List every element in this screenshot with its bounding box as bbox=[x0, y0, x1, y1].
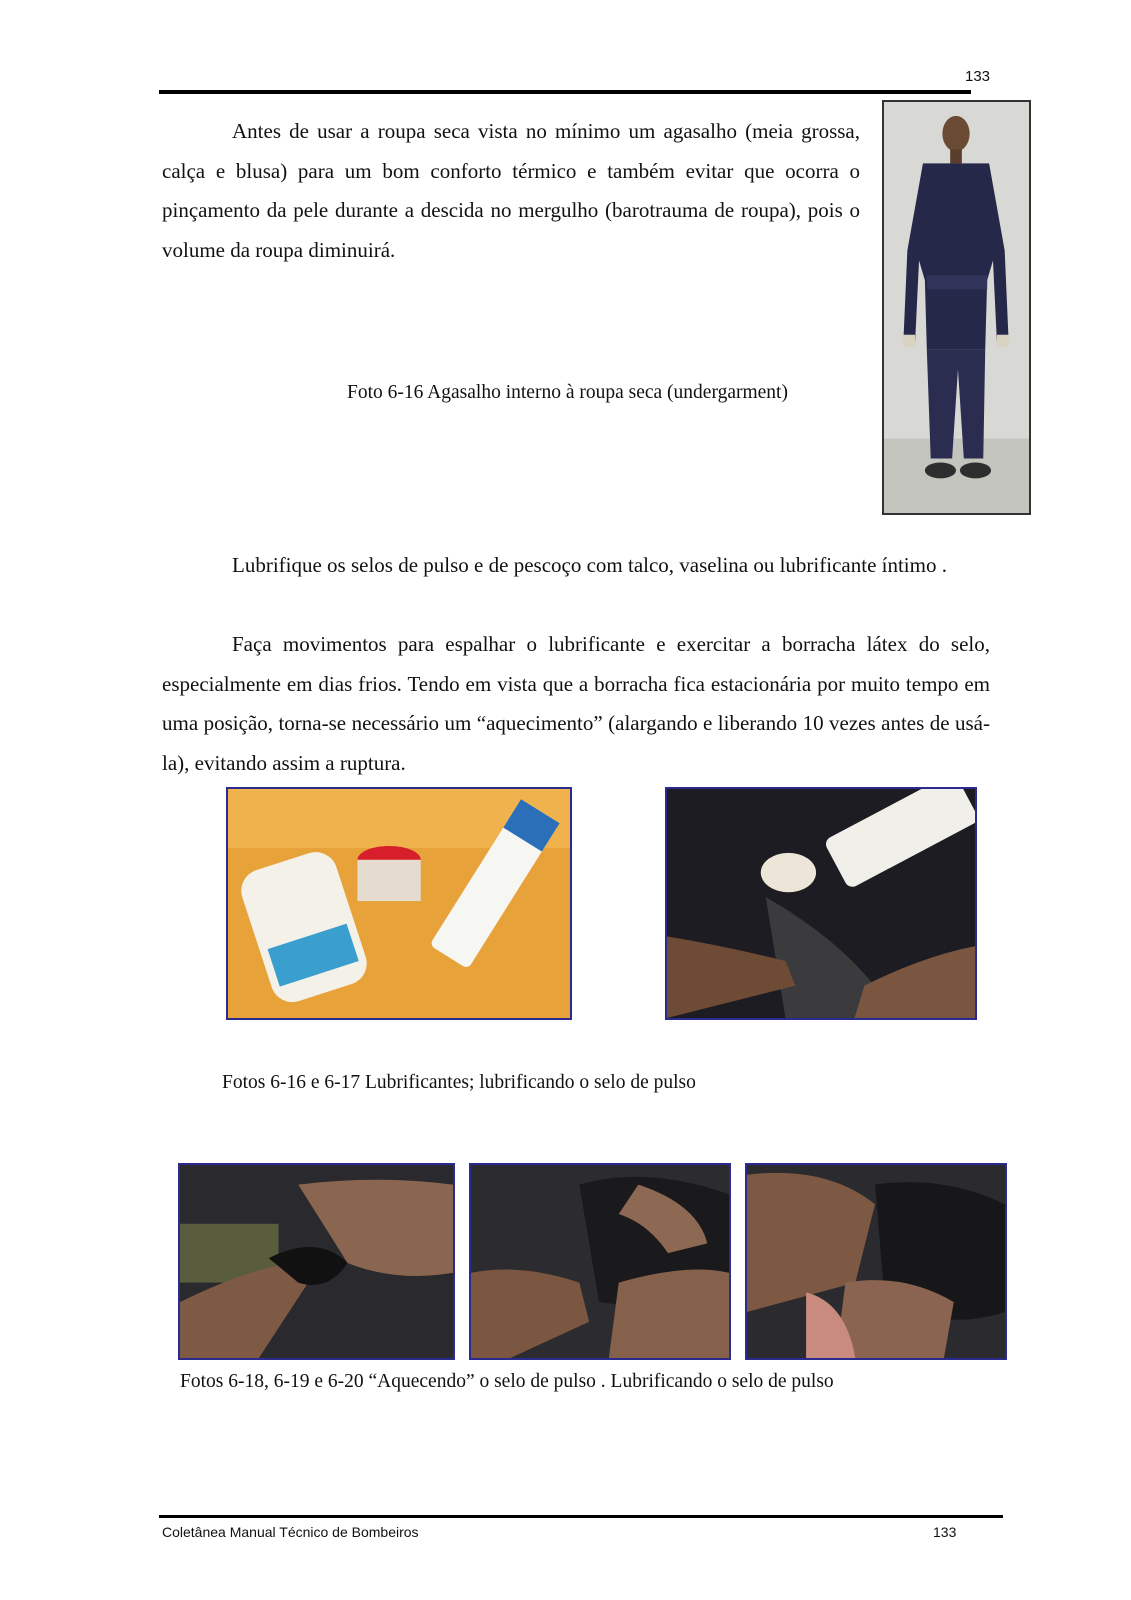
photo-warming-seal-2 bbox=[469, 1163, 731, 1360]
caption-foto-6-16: Foto 6-16 Agasalho interno à roupa seca (undergarment) bbox=[347, 382, 788, 403]
caption-fotos-6-16-6-17: Fotos 6-16 e 6-17 Lubrificantes; lubrificando o selo de pulso bbox=[222, 1072, 696, 1093]
footer-rule bbox=[159, 1515, 1003, 1518]
photo-lubricating-wrist-seal bbox=[665, 787, 977, 1020]
footer-page-number: 133 bbox=[933, 1524, 957, 1540]
photo-warming-seal-3 bbox=[745, 1163, 1007, 1360]
photo-lubricants bbox=[226, 787, 572, 1020]
paragraph-lubricate: Lubrifique os selos de pulso e de pescoço com talco, vaselina ou lubrificante íntimo . bbox=[232, 553, 947, 577]
paragraph-exercise-latex: Faça movimentos para espalhar o lubrificante e exercitar a borracha látex do selo, especialmente em dias frios. Tendo em vista que a borracha fica estacionária por muito tempo em uma posição, torna-se necessário um “aquecimento” (alargando e liberando 10 vezes antes de usá-la), evitando assim a ruptura. bbox=[162, 632, 990, 775]
photo-undergarment-person bbox=[882, 100, 1031, 515]
header-page-number: 133 bbox=[965, 68, 991, 85]
caption-fotos-6-18-6-20: Fotos 6-18, 6-19 e 6-20 “Aquecendo” o selo de pulso . Lubrificando o selo de pulso bbox=[180, 1371, 834, 1392]
photo-warming-seal-1 bbox=[178, 1163, 455, 1360]
footer-title: Coletânea Manual Técnico de Bombeiros bbox=[162, 1524, 419, 1540]
header-rule bbox=[159, 90, 971, 94]
paragraph-undergarment: Antes de usar a roupa seca vista no mínimo um agasalho (meia grossa, calça e blusa) para um bom conforto térmico e também evitar que ocorra o pinçamento da pele durante a descida no mergulho (barotrauma de roupa), pois o volume da roupa diminuirá. bbox=[162, 119, 860, 262]
